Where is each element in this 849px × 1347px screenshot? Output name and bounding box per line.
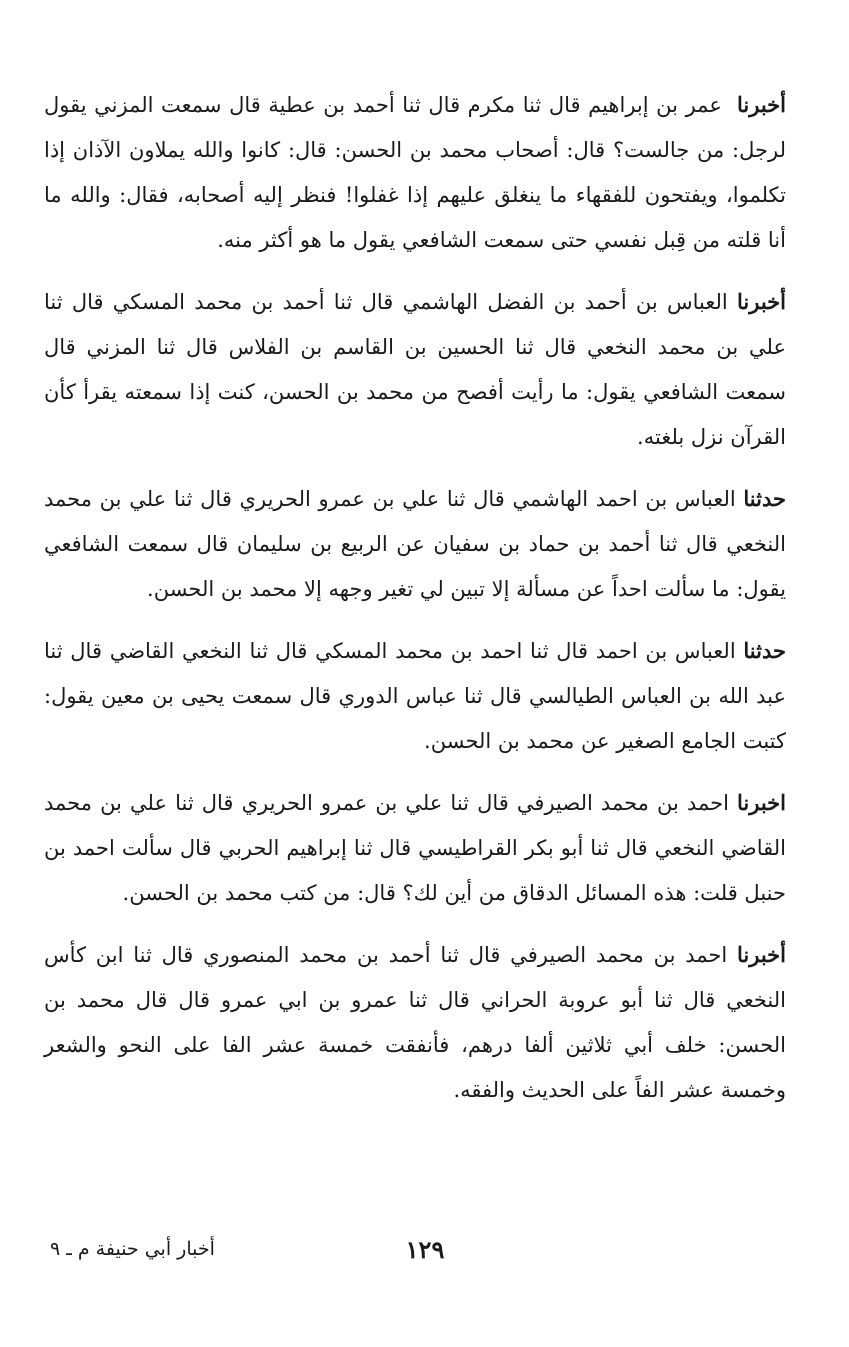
narration-lead: حدثنا [743,486,786,511]
main-text [44,82,786,1129]
narration-lead: اخبرنا [737,790,786,815]
paragraph-body: احمد بن محمد الصيرفي قال ثنا علي بن عمرو الحريري قال ثنا علي بن محمد القاضي النخعي قال ثنا أبو بكر القراطيسي قال ثنا إبراهيم الحربي قال سألت احمد بن حنبل قلت: هذه المسائل الدقاق من أين لك؟ قال: من كتب محمد بن الحسن. [44,791,786,905]
paragraph-2 [44,279,786,460]
paragraph-6 [44,932,786,1113]
paragraph-5 [44,780,786,916]
page-number: ١٢٩ [405,1235,445,1264]
paragraph-body: عمر بن إبراهيم قال ثنا مكرم قال ثنا أحمد بن عطية قال سمعت المزني يقول لرجل: من جالست؟ قال: أصحاب محمد بن الحسن: قال: كانوا والله يملاون الآذان إذا تكلموا، ويفتحون للفقهاء ما ينغلق عليهم إذا غفلوا! فنظر إليه أصحابه، فقال: والله ما أنا قلته من قِبل نفسي حتى سمعت الشافعي يقول ما هو أكثر منه. [44,93,786,252]
paragraph-body: العباس بن احمد قال ثنا احمد بن محمد المسكي قال ثنا النخعي القاضي قال ثنا عبد الله بن العباس الطيالسي قال ثنا عباس الدوري قال سمعت يحيى بن معين يقول: كتبت الجامع الصغير عن محمد بن الحسن. [44,639,786,753]
paragraph-1 [44,82,786,263]
narration-lead: أخبرنا [737,289,786,314]
running-footer-title: أخبار أبي حنيفة م ـ ٩ [50,1238,215,1260]
narration-lead: أخبرنا [737,942,786,967]
paragraph-body: العباس بن أحمد بن الفضل الهاشمي قال ثنا أحمد بن محمد المسكي قال ثنا علي بن محمد النخعي قال ثنا الحسين بن القاسم بن الفلاس قال ثنا المزني قال سمعت الشافعي يقول: ما رأيت أفصح من محمد بن الحسن، كنت إذا سمعته يقرأ كأن القرآن نزل بلغته. [44,290,786,449]
paragraph-body: العباس بن احمد الهاشمي قال ثنا علي بن عمرو الحريري قال ثنا علي بن محمد النخعي قال ثنا أحمد بن حماد بن سفيان عن الربيع بن سليمان قال سمعت الشافعي يقول: ما سألت احداً عن مسألة إلا تبين لي تغير وجهه إلا محمد بن الحسن. [44,487,786,601]
paragraph-4 [44,628,786,764]
narration-lead: أخبرنا [737,92,786,117]
narration-lead: حدثنا [743,638,786,663]
paragraph-body: احمد بن محمد الصيرفي قال ثنا أحمد بن محمد المنصوري قال ثنا ابن كأس النخعي قال ثنا أبو عروبة الحراني قال ثنا عمرو بن ابي عمرو قال قال محمد بن الحسن: خلف أبي ثلاثين ألفا درهم، فأنفقت خمسة عشر الفا على النحو والشعر وخمسة عشر الفاً على الحديث والفقه. [44,943,786,1102]
paragraph-3 [44,476,786,612]
